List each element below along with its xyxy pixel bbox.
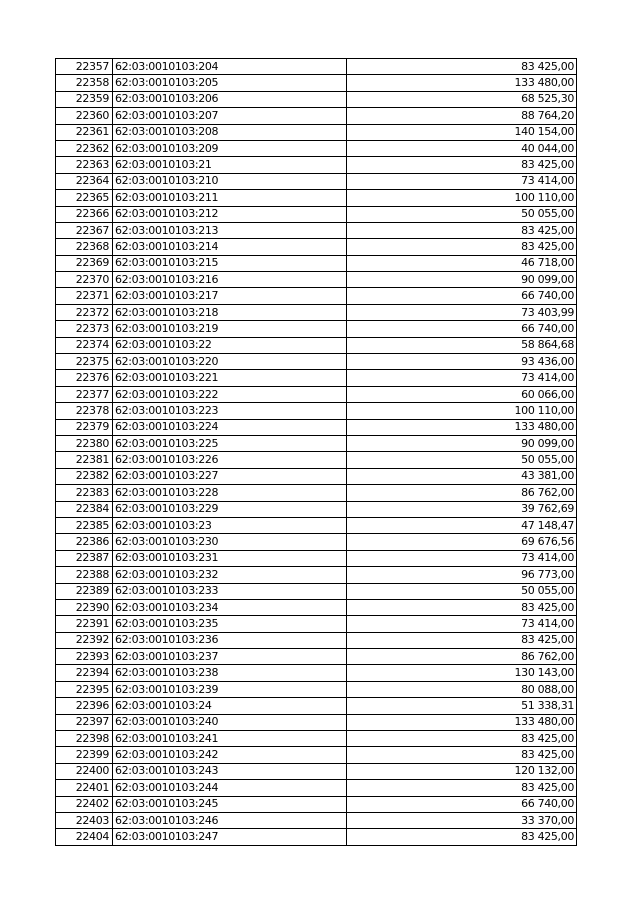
- value-cell: 93 436,00: [347, 354, 577, 370]
- cadastral-number-cell: 62:03:0010103:208: [113, 124, 347, 140]
- table-row: [56, 272, 577, 288]
- value-cell: 96 773,00: [347, 567, 577, 583]
- table-row: [56, 91, 577, 107]
- row-number-cell: 22390: [56, 599, 113, 615]
- value-cell: 66 740,00: [347, 321, 577, 337]
- table-row: [56, 796, 577, 812]
- row-number-cell: 22360: [56, 108, 113, 124]
- value-cell: 140 154,00: [347, 124, 577, 140]
- cadastral-number-cell: 62:03:0010103:242: [113, 747, 347, 763]
- value-cell: 88 764,20: [347, 108, 577, 124]
- value-cell: 51 338,31: [347, 698, 577, 714]
- row-number-cell: 22397: [56, 714, 113, 730]
- value-cell: 83 425,00: [347, 632, 577, 648]
- cadastral-number-cell: 62:03:0010103:221: [113, 370, 347, 386]
- table-row: [56, 206, 577, 222]
- table-row: [56, 337, 577, 353]
- row-number-cell: 22383: [56, 485, 113, 501]
- row-number-cell: 22389: [56, 583, 113, 599]
- table-row: [56, 222, 577, 238]
- cadastral-number-cell: 62:03:0010103:226: [113, 452, 347, 468]
- cadastral-number-cell: 62:03:0010103:220: [113, 354, 347, 370]
- row-number-cell: 22398: [56, 731, 113, 747]
- row-number-cell: 22399: [56, 747, 113, 763]
- row-number-cell: 22362: [56, 140, 113, 156]
- table-row: [56, 255, 577, 271]
- row-number-cell: 22402: [56, 796, 113, 812]
- cadastral-number-cell: 62:03:0010103:217: [113, 288, 347, 304]
- cadastral-number-cell: 62:03:0010103:204: [113, 59, 347, 75]
- value-cell: 50 055,00: [347, 452, 577, 468]
- table-row: [56, 403, 577, 419]
- cadastral-number-cell: 62:03:0010103:239: [113, 681, 347, 697]
- cadastral-number-cell: 62:03:0010103:231: [113, 550, 347, 566]
- cadastral-number-cell: 62:03:0010103:210: [113, 173, 347, 189]
- table-row: [56, 780, 577, 796]
- cadastral-number-cell: 62:03:0010103:209: [113, 140, 347, 156]
- row-number-cell: 22381: [56, 452, 113, 468]
- value-cell: 100 110,00: [347, 403, 577, 419]
- table-row: [56, 649, 577, 665]
- cadastral-number-cell: 62:03:0010103:229: [113, 501, 347, 517]
- cadastral-value-table: [55, 58, 577, 846]
- table-row: [56, 370, 577, 386]
- value-cell: 83 425,00: [347, 780, 577, 796]
- table-row: [56, 616, 577, 632]
- row-number-cell: 22376: [56, 370, 113, 386]
- table-row: [56, 599, 577, 615]
- value-cell: 73 414,00: [347, 616, 577, 632]
- row-number-cell: 22366: [56, 206, 113, 222]
- cadastral-number-cell: 62:03:0010103:235: [113, 616, 347, 632]
- value-cell: 86 762,00: [347, 485, 577, 501]
- value-cell: 39 762,69: [347, 501, 577, 517]
- cadastral-number-cell: 62:03:0010103:222: [113, 386, 347, 402]
- value-cell: 66 740,00: [347, 796, 577, 812]
- row-number-cell: 22359: [56, 91, 113, 107]
- table-row: [56, 288, 577, 304]
- table-row: [56, 419, 577, 435]
- value-cell: 120 132,00: [347, 763, 577, 779]
- table-row: [56, 75, 577, 91]
- value-cell: 50 055,00: [347, 206, 577, 222]
- row-number-cell: 22377: [56, 386, 113, 402]
- table-row: [56, 468, 577, 484]
- row-number-cell: 22371: [56, 288, 113, 304]
- cadastral-number-cell: 62:03:0010103:228: [113, 485, 347, 501]
- value-cell: 83 425,00: [347, 239, 577, 255]
- value-cell: 83 425,00: [347, 747, 577, 763]
- row-number-cell: 22393: [56, 649, 113, 665]
- cadastral-number-cell: 62:03:0010103:218: [113, 304, 347, 320]
- table-body: [56, 59, 577, 846]
- table-row: [56, 681, 577, 697]
- value-cell: 69 676,56: [347, 534, 577, 550]
- value-cell: 80 088,00: [347, 681, 577, 697]
- row-number-cell: 22387: [56, 550, 113, 566]
- row-number-cell: 22374: [56, 337, 113, 353]
- value-cell: 60 066,00: [347, 386, 577, 402]
- table-row: [56, 485, 577, 501]
- cadastral-number-cell: 62:03:0010103:238: [113, 665, 347, 681]
- row-number-cell: 22403: [56, 812, 113, 828]
- cadastral-number-cell: 62:03:0010103:227: [113, 468, 347, 484]
- cadastral-number-cell: 62:03:0010103:224: [113, 419, 347, 435]
- row-number-cell: 22379: [56, 419, 113, 435]
- value-cell: 40 044,00: [347, 140, 577, 156]
- row-number-cell: 22384: [56, 501, 113, 517]
- value-cell: 90 099,00: [347, 435, 577, 451]
- cadastral-number-cell: 62:03:0010103:219: [113, 321, 347, 337]
- row-number-cell: 22392: [56, 632, 113, 648]
- row-number-cell: 22368: [56, 239, 113, 255]
- value-cell: 130 143,00: [347, 665, 577, 681]
- table-row: [56, 304, 577, 320]
- value-cell: 100 110,00: [347, 190, 577, 206]
- cadastral-number-cell: 62:03:0010103:247: [113, 829, 347, 845]
- cadastral-number-cell: 62:03:0010103:205: [113, 75, 347, 91]
- row-number-cell: 22391: [56, 616, 113, 632]
- row-number-cell: 22370: [56, 272, 113, 288]
- table-row: [56, 698, 577, 714]
- cadastral-number-cell: 62:03:0010103:211: [113, 190, 347, 206]
- value-cell: 47 148,47: [347, 517, 577, 533]
- cadastral-number-cell: 62:03:0010103:234: [113, 599, 347, 615]
- value-cell: 83 425,00: [347, 222, 577, 238]
- row-number-cell: 22375: [56, 354, 113, 370]
- cadastral-number-cell: 62:03:0010103:225: [113, 435, 347, 451]
- row-number-cell: 22365: [56, 190, 113, 206]
- table-row: [56, 452, 577, 468]
- cadastral-number-cell: 62:03:0010103:214: [113, 239, 347, 255]
- table-row: [56, 567, 577, 583]
- value-cell: 83 425,00: [347, 829, 577, 845]
- value-cell: 66 740,00: [347, 288, 577, 304]
- cadastral-number-cell: 62:03:0010103:23: [113, 517, 347, 533]
- cadastral-number-cell: 62:03:0010103:236: [113, 632, 347, 648]
- table-row: [56, 501, 577, 517]
- value-cell: 50 055,00: [347, 583, 577, 599]
- table-row: [56, 140, 577, 156]
- table-row: [56, 157, 577, 173]
- row-number-cell: 22378: [56, 403, 113, 419]
- cadastral-number-cell: 62:03:0010103:230: [113, 534, 347, 550]
- row-number-cell: 22369: [56, 255, 113, 271]
- cadastral-number-cell: 62:03:0010103:215: [113, 255, 347, 271]
- value-cell: 73 414,00: [347, 550, 577, 566]
- table-row: [56, 632, 577, 648]
- cadastral-number-cell: 62:03:0010103:207: [113, 108, 347, 124]
- table-row: [56, 747, 577, 763]
- value-cell: 86 762,00: [347, 649, 577, 665]
- table-row: [56, 108, 577, 124]
- table-row: [56, 124, 577, 140]
- value-cell: 90 099,00: [347, 272, 577, 288]
- value-cell: 133 480,00: [347, 75, 577, 91]
- row-number-cell: 22388: [56, 567, 113, 583]
- row-number-cell: 22396: [56, 698, 113, 714]
- row-number-cell: 22401: [56, 780, 113, 796]
- cadastral-number-cell: 62:03:0010103:244: [113, 780, 347, 796]
- cadastral-number-cell: 62:03:0010103:216: [113, 272, 347, 288]
- table-row: [56, 354, 577, 370]
- cadastral-number-cell: 62:03:0010103:233: [113, 583, 347, 599]
- cadastral-number-cell: 62:03:0010103:212: [113, 206, 347, 222]
- row-number-cell: 22385: [56, 517, 113, 533]
- row-number-cell: 22367: [56, 222, 113, 238]
- value-cell: 83 425,00: [347, 731, 577, 747]
- value-cell: 73 403,99: [347, 304, 577, 320]
- row-number-cell: 22363: [56, 157, 113, 173]
- value-cell: 83 425,00: [347, 157, 577, 173]
- cadastral-number-cell: 62:03:0010103:213: [113, 222, 347, 238]
- cadastral-number-cell: 62:03:0010103:237: [113, 649, 347, 665]
- table-row: [56, 386, 577, 402]
- cadastral-number-cell: 62:03:0010103:241: [113, 731, 347, 747]
- value-cell: 73 414,00: [347, 370, 577, 386]
- table-row: [56, 239, 577, 255]
- table-row: [56, 435, 577, 451]
- value-cell: 133 480,00: [347, 714, 577, 730]
- row-number-cell: 22395: [56, 681, 113, 697]
- value-cell: 83 425,00: [347, 599, 577, 615]
- row-number-cell: 22394: [56, 665, 113, 681]
- value-cell: 46 718,00: [347, 255, 577, 271]
- cadastral-number-cell: 62:03:0010103:232: [113, 567, 347, 583]
- row-number-cell: 22382: [56, 468, 113, 484]
- row-number-cell: 22373: [56, 321, 113, 337]
- table-row: [56, 829, 577, 845]
- value-cell: 68 525,30: [347, 91, 577, 107]
- row-number-cell: 22364: [56, 173, 113, 189]
- cadastral-number-cell: 62:03:0010103:245: [113, 796, 347, 812]
- row-number-cell: 22357: [56, 59, 113, 75]
- table-row: [56, 550, 577, 566]
- row-number-cell: 22372: [56, 304, 113, 320]
- row-number-cell: 22361: [56, 124, 113, 140]
- table-row: [56, 190, 577, 206]
- row-number-cell: 22404: [56, 829, 113, 845]
- cadastral-number-cell: 62:03:0010103:24: [113, 698, 347, 714]
- table-row: [56, 665, 577, 681]
- table-row: [56, 321, 577, 337]
- table-row: [56, 534, 577, 550]
- cadastral-number-cell: 62:03:0010103:243: [113, 763, 347, 779]
- value-cell: 43 381,00: [347, 468, 577, 484]
- row-number-cell: 22386: [56, 534, 113, 550]
- row-number-cell: 22400: [56, 763, 113, 779]
- row-number-cell: 22358: [56, 75, 113, 91]
- cadastral-number-cell: 62:03:0010103:246: [113, 812, 347, 828]
- cadastral-number-cell: 62:03:0010103:22: [113, 337, 347, 353]
- value-cell: 133 480,00: [347, 419, 577, 435]
- table-row: [56, 583, 577, 599]
- value-cell: 73 414,00: [347, 173, 577, 189]
- value-cell: 83 425,00: [347, 59, 577, 75]
- cadastral-number-cell: 62:03:0010103:223: [113, 403, 347, 419]
- cadastral-number-cell: 62:03:0010103:21: [113, 157, 347, 173]
- value-cell: 33 370,00: [347, 812, 577, 828]
- row-number-cell: 22380: [56, 435, 113, 451]
- table-row: [56, 173, 577, 189]
- table-row: [56, 763, 577, 779]
- table-row: [56, 714, 577, 730]
- table-row: [56, 812, 577, 828]
- table-row: [56, 517, 577, 533]
- cadastral-number-cell: 62:03:0010103:206: [113, 91, 347, 107]
- cadastral-number-cell: 62:03:0010103:240: [113, 714, 347, 730]
- value-cell: 58 864,68: [347, 337, 577, 353]
- table-row: [56, 59, 577, 75]
- table-row: [56, 731, 577, 747]
